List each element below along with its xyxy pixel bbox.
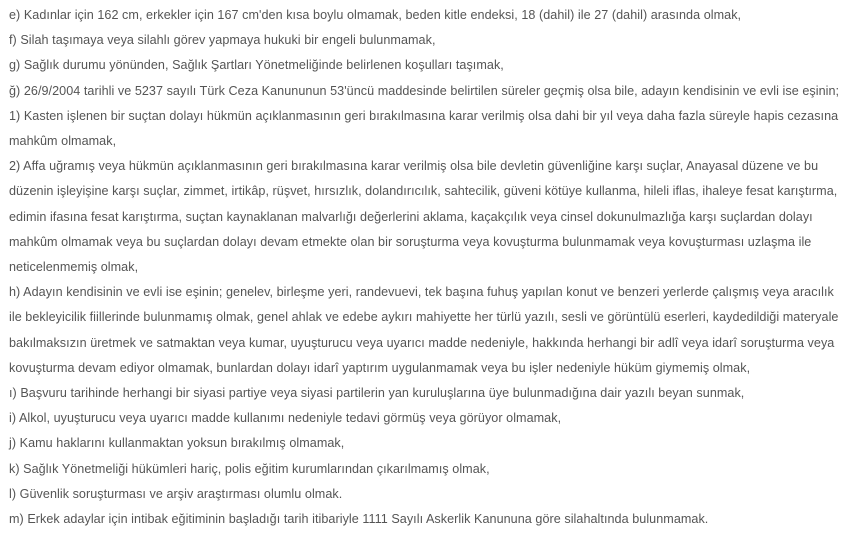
requirement-item-j: j) Kamu haklarını kullanmaktan yoksun bırakılmış olmamak, xyxy=(9,436,345,451)
requirement-subitem-2: 2) Affa uğramış veya hükmün açıklanmasının geri bırakılmasına karar verilmiş olsa bile devletin güvenliğine karşı suçlar, Anayasal düzene ve bu düzenin işleyişine karşı suçlar, zimmet, irtikâp, rüşvet, hırsızlık, dolandırıcılık, sahtecilik, güveni kötüye kullanma, hileli iflas, ihaleye fesat karıştırma, edimin ifasına fesat karıştırma, suçtan kaynaklanan malvarlığı değerlerini aklama, kaçakçılık veya cinsel dokunulmazlığa karşı suçlardan dolayı mahkûm olmamak veya bu suçlardan dolayı devam etmekte olan bir soruşturma veya kovuşturma bulunmamak veya kovuşturması uzlaşma ile neticelenmemiş olmak, xyxy=(9,159,838,275)
requirement-subitem-1: 1) Kasten işlenen bir suçtan dolayı hükmün açıklanmasının geri bırakılmasına karar verilmiş olsa dahi bir yıl veya daha fazla süreyle hapis cezasına mahkûm olmamak, xyxy=(9,108,839,149)
requirement-item-i-dotless: ı) Başvuru tarihinde herhangi bir siyasi partiye veya siyasi partilerin yan kuruluşlarına üye bulunmadığına dair yazılı beyan sunmak, xyxy=(9,386,745,401)
requirement-item-gg: ğ) 26/9/2004 tarihli ve 5237 sayılı Türk Ceza Kanununun 53'üncü maddesinde belirtilen süreler geçmiş olsa bile, adayın kendisinin ve evli ise eşinin; xyxy=(9,83,840,98)
requirement-item-i: i) Alkol, uyuşturucu veya uyarıcı madde kullanımı nedeniyle tedavi görmüş veya görüyor olmamak, xyxy=(9,411,562,426)
requirement-item-h: h) Adayın kendisinin ve evli ise eşinin; genelev, birleşme yeri, randevuevi, tek başına fuhuş yapılan konut ve benzeri yerlerde çalışmış veya aracılık ile bekleyicilik fiillerinde bulunmamış olmak, genel ahlak ve edebe aykırı mahiyette her türlü yazılı, sesli ve görüntülü eserleri, kaydedildiği materyale bakılmaksızın üretmek ve satmaktan veya kumar, uyuşturucu veya uyarıcı madde nedeniyle, hakkında herhangi bir adlî veya idarî soruşturma veya kovuşturma devam ediyor olmamak, bunlardan dolayı idarî yaptırım uygulanmamak veya bu işler nedeniyle hüküm giymemiş olmak, xyxy=(9,285,839,375)
requirement-item-g: g) Sağlık durumu yönünden, Sağlık Şartları Yönetmeliğinde belirlenen koşulları taşımak, xyxy=(9,58,504,73)
requirements-document xyxy=(9,3,847,532)
requirement-item-l: l) Güvenlik soruşturması ve arşiv araştırması olumlu olmak. xyxy=(9,486,343,501)
requirement-item-f: f) Silah taşımaya veya silahlı görev yapmaya hukuki bir engeli bulunmamak, xyxy=(9,33,436,48)
requirement-item-e: e) Kadınlar için 162 cm, erkekler için 167 cm'den kısa boylu olmamak, beden kitle endeksi, 18 (dahil) ile 27 (dahil) arasında olmak, xyxy=(9,8,742,22)
requirement-item-k: k) Sağlık Yönetmeliği hükümleri hariç, polis eğitim kurumlarından çıkarılmamış olmak, xyxy=(9,461,490,476)
requirement-item-m: m) Erkek adaylar için intibak eğitiminin başladığı tarih itibariyle 1111 Sayılı Askerlik Kanununa göre silahaltında bulunmamak. xyxy=(9,512,709,527)
